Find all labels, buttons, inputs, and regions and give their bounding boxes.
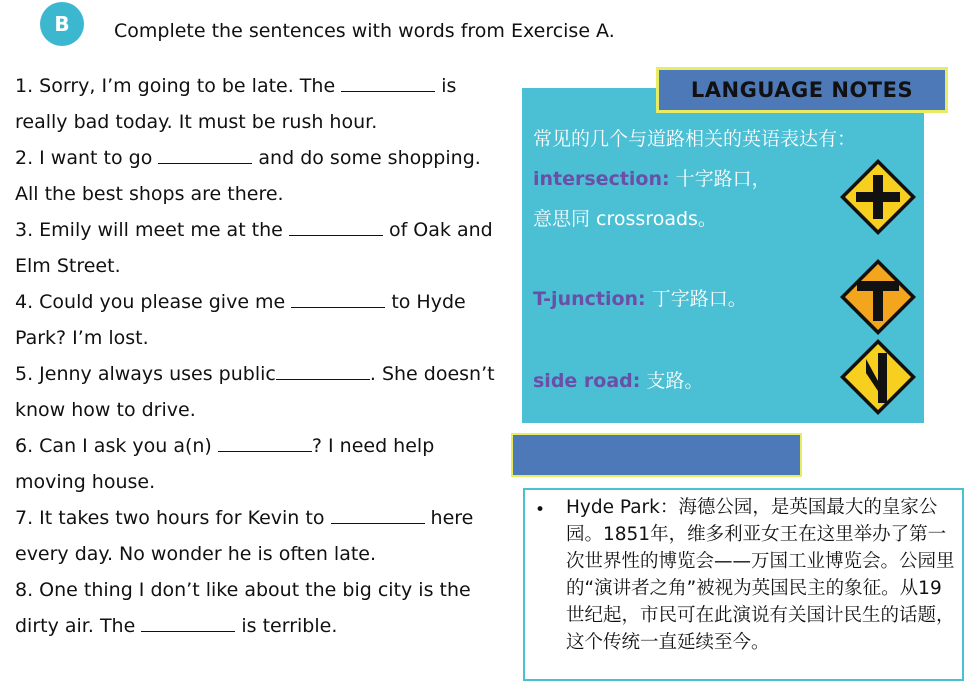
sentence-4-cont: Park? I’m lost.	[15, 327, 149, 349]
language-notes-title: LANGUAGE NOTES	[656, 67, 948, 113]
sentence-6-cont: moving house.	[15, 471, 156, 493]
sentence-8: 8. One thing I don’t like about the big city is the	[15, 579, 471, 601]
sentence-1: 1. Sorry, I’m going to be late. The is	[15, 75, 457, 97]
note-intersection: intersection: 十字路口，	[533, 168, 771, 190]
exercise-sentences	[15, 68, 510, 644]
sentence-7: 7. It takes two hours for Kevin to here	[15, 507, 474, 529]
notes-intro: 常见的几个与道路相关的英语表达有：	[533, 128, 857, 150]
crossroads-sign-icon	[838, 157, 918, 237]
answer-blank[interactable]	[341, 73, 435, 92]
answer-blank[interactable]	[218, 433, 312, 452]
sentence-7-cont: every day. No wonder he is often late.	[15, 543, 377, 565]
answer-blank[interactable]	[276, 361, 370, 380]
bullet-point: •	[535, 500, 546, 520]
answer-blank[interactable]	[289, 217, 383, 236]
answer-blank[interactable]	[291, 289, 385, 308]
sentence-1-cont: really bad today. It must be rush hour.	[15, 111, 378, 133]
sentence-3: 3. Emily will meet me at the of Oak and	[15, 219, 493, 241]
sentence-2-cont: All the best shops are there.	[15, 183, 284, 205]
hyde-park-note	[523, 488, 964, 681]
sentence-8-cont: dirty air. The is terrible.	[15, 615, 338, 637]
note-intersection-extra: 意思同 crossroads。	[533, 208, 717, 230]
sentence-6: 6. Can I ask you a(n) ? I need help	[15, 435, 435, 457]
sentence-5-cont: know how to drive.	[15, 399, 196, 421]
answer-blank[interactable]	[331, 505, 425, 524]
sentence-2: 2. I want to go and do some shopping.	[15, 147, 481, 169]
t-junction-sign-icon	[838, 257, 918, 337]
note-side-road: side road: 支路。	[533, 370, 704, 392]
hyde-park-text: Hyde Park：海德公园，是英国最大的皇家公园。1851年，维多利亚女王在这里举办了第一次世界性的博览会——万国工业博览会。公园里的“演讲者之角”被视为英国民主的象征。从19世纪起，市民可在此演说有关国计民生的话题，这个传统一直延续至今。	[566, 497, 955, 653]
answer-blank[interactable]	[158, 145, 252, 164]
sentence-5: 5. Jenny always uses public . She doesn’t	[15, 363, 495, 385]
blank-banner	[511, 433, 802, 477]
instruction-text: Complete the sentences with words from Exercise A.	[114, 20, 615, 42]
sentence-4: 4. Could you please give me to Hyde	[15, 291, 466, 313]
section-badge: B	[40, 2, 84, 46]
note-t-junction: T-junction: 丁字路口。	[533, 288, 747, 310]
sentence-3-cont: Elm Street.	[15, 255, 121, 277]
answer-blank[interactable]	[141, 613, 235, 632]
side-road-sign-icon	[838, 337, 918, 417]
